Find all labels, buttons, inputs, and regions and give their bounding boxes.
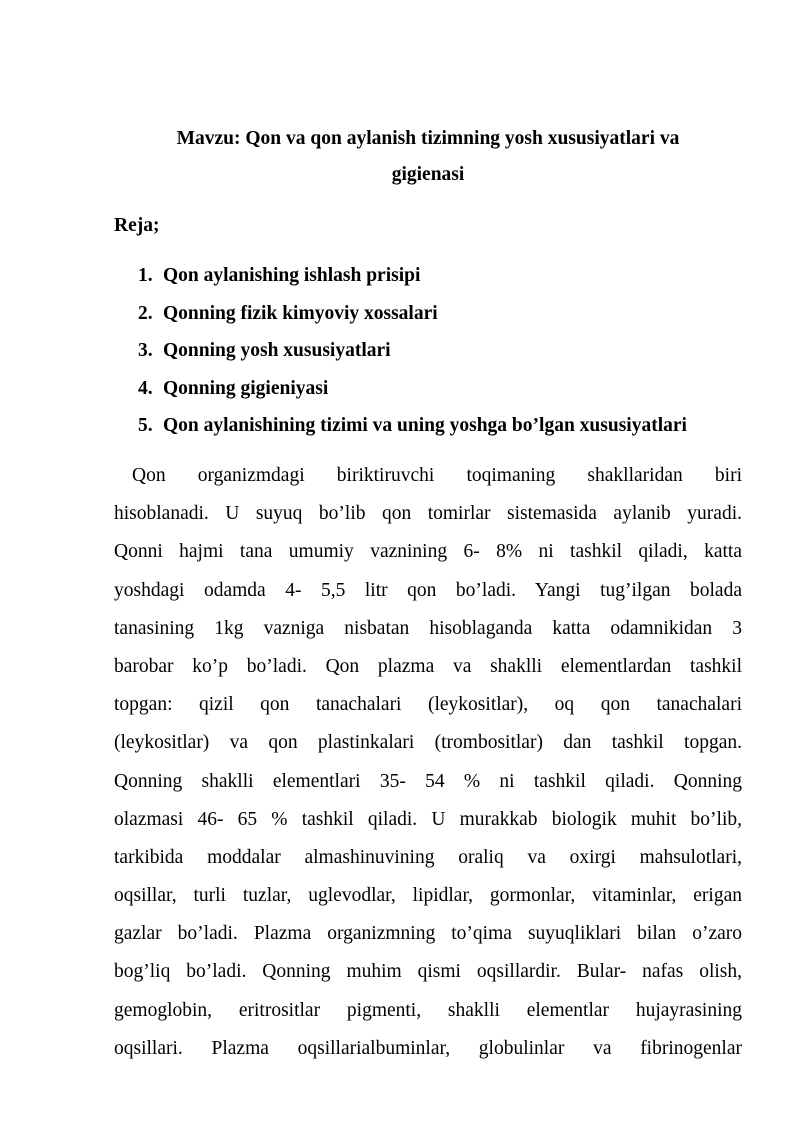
plan-item-number: 3. [138,340,153,361]
paragraph-line: gazlar bo’ladi. Plazma organizmning to’qima suyuqliklari bilan o’zaro [114,923,742,945]
paragraph-line: topgan: qizil qon tanachalari (leykositlar), oq qon tanachalari [114,694,742,716]
document-title-line-1: Mavzu: Qon va qon aylanish tizimning yosh xususiyatlari va [176,128,680,149]
plan-item-text: Qonning gigieniyasi [163,377,329,399]
paragraph-line: yoshdagi odamda 4- 5,5 litr qon bo’ladi. Yangi tug’ilgan bolada [114,579,742,601]
paragraph-line: hisoblanadi. U suyuq bo’lib qon tomirlar sistemasida aylanib yuradi. [114,503,742,525]
plan-item-text: Qon aylanishining tizimi va uning yoshga bo’lgan xususiyatlari [163,415,687,436]
paragraph-line: oqsillar, turli tuzlar, uglevodlar, lipidlar, gormonlar, vitaminlar, erigan [114,885,742,907]
plan-item-number: 5. [138,415,153,436]
plan-item [138,299,687,337]
paragraph-line: Qonni hajmi tana umumiy vaznining 6- 8% ni tashkil qiladi, katta [114,541,742,563]
plan-item-number: 4. [138,377,153,399]
plan-item [138,374,687,412]
plan-item-number: 1. [138,265,153,286]
paragraph-line: olazmasi 46- 65 % tashkil qiladi. U murakkab biologik muhit bo’lib, [114,808,742,830]
plan-heading: Reja; [114,215,160,236]
paragraph-line: (leykositlar) va qon plastinkalari (trombositlar) dan tashkil topgan. [114,732,742,754]
plan-list [138,261,687,449]
paragraph-line: barobar ko’p bo’ladi. Qon plazma va shaklli elementlardan tashkil [114,655,742,677]
body-paragraph [114,457,742,1068]
plan-item-text: Qonning yosh xususiyatlari [163,340,391,361]
paragraph-line: Qonning shaklli elementlari 35- 54 % ni tashkil qiladi. Qonning [114,770,742,792]
paragraph-line: tanasining 1kg vazniga nisbatan hisoblaganda katta odamnikidan 3 [114,617,742,639]
plan-item [138,336,687,374]
paragraph-line: bog’liq bo’ladi. Qonning muhim qismi oqsillardir. Bular- nafas olish, [114,961,742,983]
plan-item-text: Qon aylanishing ishlash prisipi [163,265,421,286]
document-title-line-2: gigienasi [391,164,465,185]
paragraph-line: gemoglobin, eritrositlar pigmenti, shaklli elementlar hujayrasining [114,999,742,1021]
plan-item [138,261,687,299]
paragraph-line: oqsillari. Plazma oqsillarialbuminlar, globulinlar va fibrinogenlar [114,1037,742,1059]
plan-item-text: Qonning fizik kimyoviy xossalari [163,302,438,324]
document-title [118,121,738,193]
plan-item [138,411,687,449]
plan-item-number: 2. [138,302,153,324]
paragraph-line: tarkibida moddalar almashinuvining oraliq va oxirgi mahsulotlari, [114,846,742,868]
paragraph-line: Qon organizmdagi biriktiruvchi toqimaning shakllaridan biri [132,465,742,486]
